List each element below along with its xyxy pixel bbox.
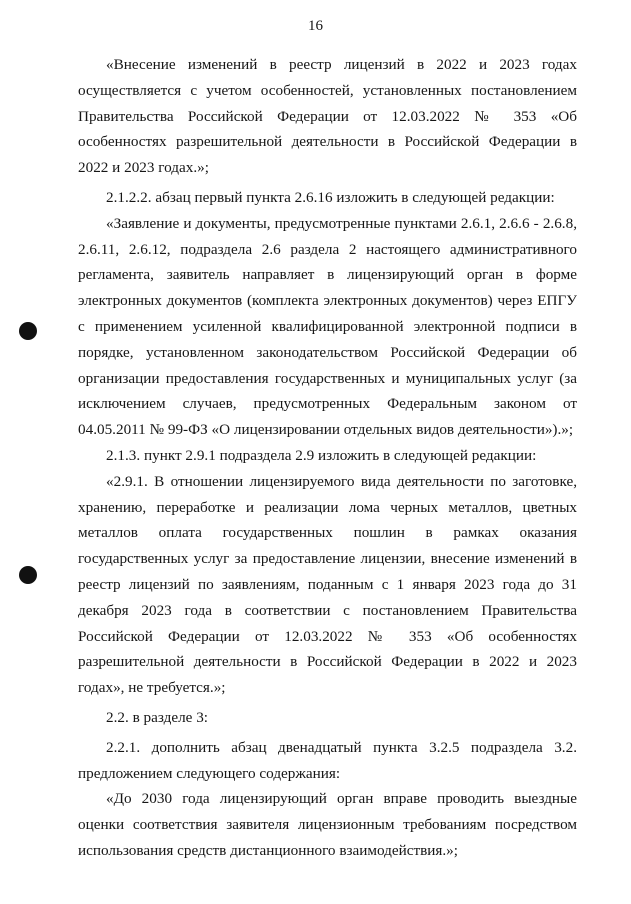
paragraph-remote-assessment: «До 2030 года лицензирующий орган вправе проводить выездные оценки соответствия заявителя лицензионным требованиям посредством использования средств дистанционного взаимодействия.»; bbox=[78, 790, 577, 859]
page-number: 16 bbox=[308, 18, 323, 34]
punch-hole-lower bbox=[19, 566, 37, 584]
document-body bbox=[78, 52, 577, 864]
paragraph-application-documents: «Заявление и документы, предусмотренные пунктами 2.6.1, 2.6.6 - 2.6.8, 2.6.11, 2.6.12, подраздела 2.6 раздела 2 настоящего административного регламента, заявитель направляет в лицензирующий орган в форме электронных документов (комплекта электронных документов) через ЕПГУ с применением усиленной квалифицированной электронной подписи в порядке, установленном законодательством Российской Федерации об организации предоставления государственных и муниципальных услуг (за исключением случаев, предусмотренных Федеральным законом от 04.05.2011 № 99-ФЗ «О лицензировании отдельных видов деятельности»).»; bbox=[78, 214, 577, 439]
punch-hole-upper bbox=[19, 322, 37, 340]
paragraph-2-1-2-2: 2.1.2.2. абзац первый пункта 2.6.16 изложить в следующей редакции: bbox=[106, 188, 555, 206]
paragraph-2-1-3: 2.1.3. пункт 2.9.1 подраздела 2.9 изложить в следующей редакции: bbox=[106, 446, 537, 464]
paragraph-2-9-1: «2.9.1. В отношении лицензируемого вида деятельности по заготовке, хранению, переработке и реализации лома черных металлов, цветных металлов оплата государственных пошлин в рамках оказания государственных услуг за предоставление лицензии, внесение изменений в реестр лицензий по заявлениям, поданным с 1 января 2023 года до 31 декабря 2023 года в соответствии с постановлением Правительства Российской Федерации от 12.03.2022 № 353 «Об особенностях разрешительной деятельности в Российской Федерации в 2022 и 2023 годах», не требуется.»; bbox=[78, 472, 577, 697]
paragraph-2-2-1: 2.2.1. дополнить абзац двенадцатый пункта 3.2.5 подраздела 3.2. предложением следующего содержания: bbox=[78, 738, 577, 782]
paragraph-2-2: 2.2. в разделе 3: bbox=[106, 708, 209, 726]
paragraph-license-registry-changes: «Внесение изменений в реестр лицензий в 2022 и 2023 годах осуществляется с учетом особенностей, установленных постановлением Правительства Российской Федерации от 12.03.2022 № 353 «Об особенностях разрешительной деятельности в Российской Федерации в 2022 и 2023 годах.»; bbox=[78, 56, 577, 177]
